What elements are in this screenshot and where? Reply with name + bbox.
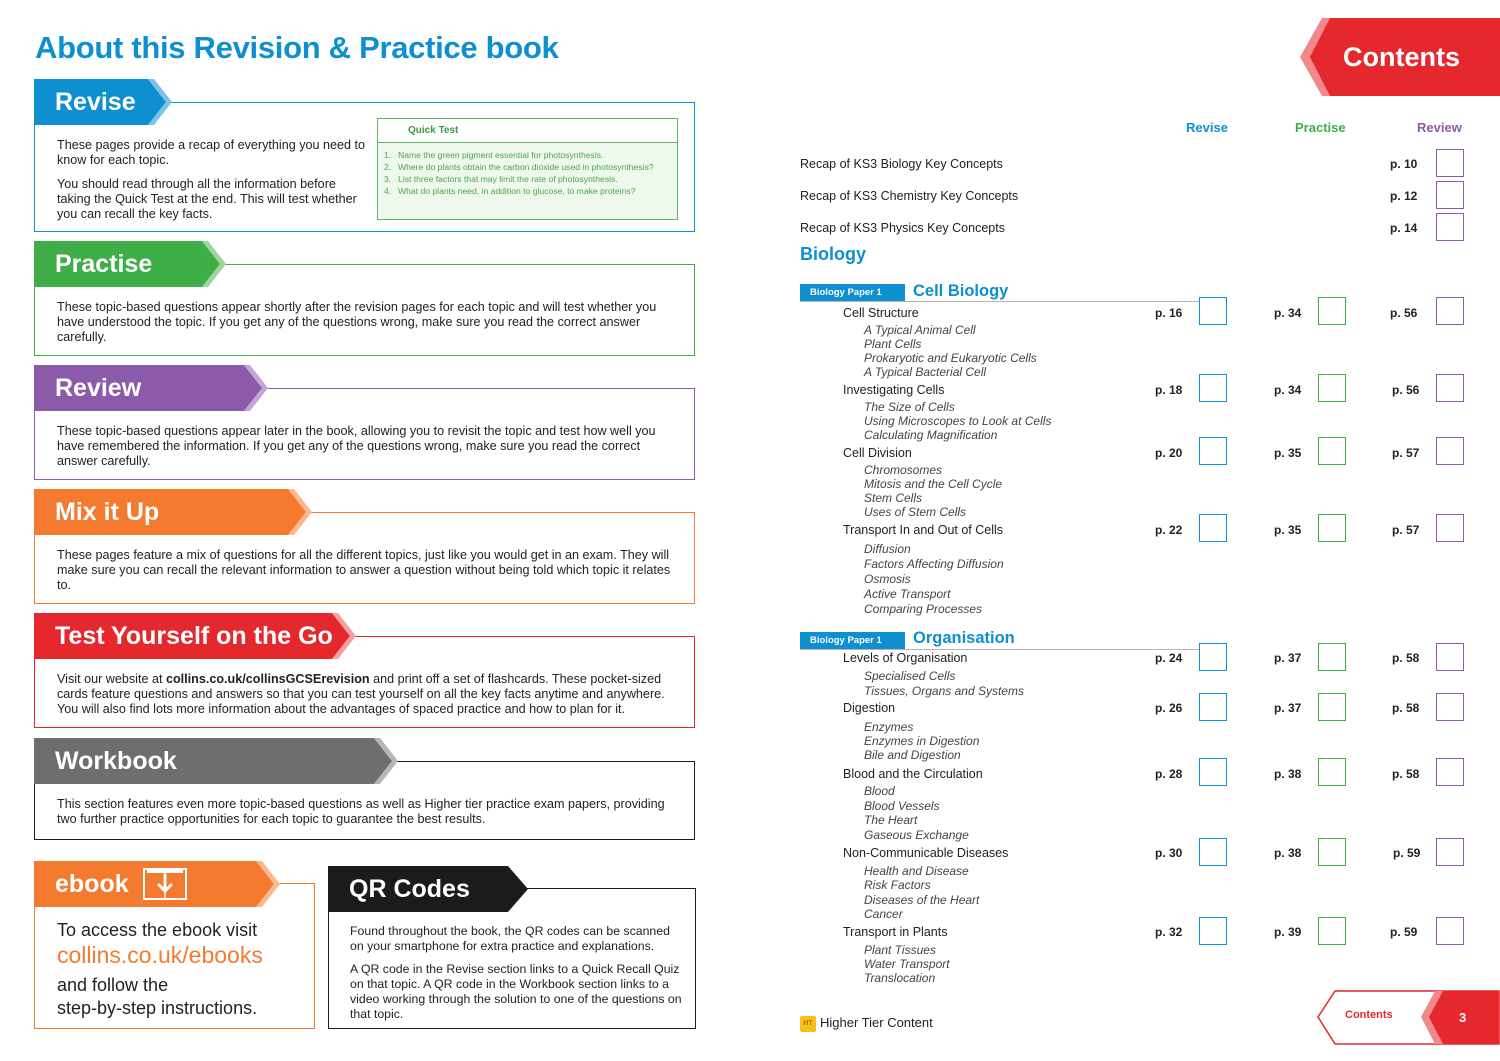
subject-heading: Biology [800,244,866,264]
toc-item: Digestion [843,701,896,715]
recap-physics-page: p. 14 [1390,221,1418,235]
revise-label: Revise [55,88,136,116]
practise-page: p. 37 [1274,651,1302,665]
toc-item: Blood and the Circulation [843,767,983,781]
toc-subitem: Diffusion [864,542,911,556]
revise-page: p. 20 [1155,446,1183,460]
toc-subitem: Water Transport [864,957,950,971]
revise-checkbox[interactable] [1199,514,1227,542]
practise-checkbox[interactable] [1318,437,1346,465]
contents-title: Contents [1343,42,1460,72]
recap-biology: Recap of KS3 Biology Key Concepts [800,157,1003,171]
toc-subitem: Diseases of the Heart [864,893,980,907]
ebook-line2: and follow the [57,975,169,995]
review-page: p. 57 [1392,446,1420,460]
column-practise: Practise [1295,120,1346,135]
revise-checkbox[interactable] [1199,693,1227,721]
toc-subitem: Risk Factors [864,878,931,892]
practise-page: p. 38 [1274,767,1302,781]
practise-checkbox[interactable] [1318,514,1346,542]
toc-subitem: The Heart [864,813,918,827]
review-checkbox[interactable] [1436,693,1464,721]
toc-subitem: The Size of Cells [864,400,955,414]
revise-page: p. 16 [1155,306,1183,320]
practise-checkbox[interactable] [1318,693,1346,721]
review-page: p. 59 [1393,846,1421,860]
review-label: Review [55,374,142,402]
revise-page: p. 22 [1155,523,1183,537]
practise-page: p. 39 [1274,925,1302,939]
recap-biology-page: p. 10 [1390,157,1418,171]
review-page: p. 56 [1390,306,1418,320]
toc-subitem: Plant Tissues [864,943,936,957]
revise-checkbox[interactable] [1199,758,1227,786]
practise-page: p. 35 [1274,523,1302,537]
toc-item: Transport in Plants [843,925,948,939]
practise-page: p. 35 [1274,446,1302,460]
toc-item: Levels of Organisation [843,651,968,665]
toc-subitem: Prokaryotic and Eukaryotic Cells [864,351,1037,365]
review-checkbox[interactable] [1436,374,1464,402]
toc-item: Transport In and Out of Cells [843,523,1004,537]
toc-subitem: Chromosomes [864,463,943,477]
qr-p2: A QR code in the Revise section links to a Quick Recall Quiz on that topic. A QR code in the Workbook section links to a video working through the solution to one of the questions on that topic. [350,962,682,1021]
recap-physics: Recap of KS3 Physics Key Concepts [800,221,1005,235]
revise-checkbox[interactable] [1199,838,1227,866]
review-text: These topic-based questions appear later in the book, allowing you to revisit the topic and test how well you have remembered the information. If you get any of the questions wrong, make sure you read the correct answer carefully. [57,424,656,468]
toc-item: Non-Communicable Diseases [843,846,1009,860]
review-page: p. 57 [1392,523,1420,537]
quick-test-list [378,143,677,197]
review-checkbox[interactable] [1436,917,1464,945]
toc-subitem: Cancer [864,907,903,921]
quick-test-heading: Quick Test [378,119,677,143]
test-label: Test Yourself on the Go [55,622,333,650]
review-checkbox[interactable] [1436,437,1464,465]
practise-page: p. 34 [1274,383,1302,397]
revise-page: p. 30 [1155,846,1183,860]
topic-divider [800,301,1200,302]
practise-checkbox[interactable] [1318,917,1346,945]
qr-text [350,924,685,1031]
collins-revision-link[interactable]: collins.co.uk/collinsGCSErevision [165,672,370,686]
review-page: p. 56 [1392,383,1420,397]
review-page: p. 58 [1392,701,1420,715]
qr-p1: Found throughout the book, the QR codes can be scanned on your smartphone for extra practice and explanations. [350,924,670,953]
column-revise: Revise [1186,120,1228,135]
practise-checkbox[interactable] [1318,838,1346,866]
paper-tag: Biology Paper 1 [800,632,905,649]
toc-subitem: Enzymes [864,720,914,734]
qr-label: QR Codes [349,875,470,903]
review-checkbox[interactable] [1436,297,1464,325]
workbook-text: This section features even more topic-based questions as well as Higher tier practice exam papers, providing two further practice opportunities for each topic to guarantee the best results. [57,797,665,826]
toc-subitem: Osmosis [864,572,911,586]
practise-checkbox[interactable] [1318,374,1346,402]
recap-chemistry: Recap of KS3 Chemistry Key Concepts [800,189,1019,203]
toc-item: Investigating Cells [843,383,945,397]
toc-subitem: Calculating Magnification [864,428,998,442]
revise-p2: You should read through all the information before taking the Quick Test at the end. This will test whether you can recall the key facts. [57,177,357,221]
page-number: 3 [1459,1010,1467,1025]
toc-subitem: Stem Cells [864,491,923,505]
revise-page: p. 32 [1155,925,1183,939]
mix-text: These pages feature a mix of questions for all the different topics, just like you would get in an exam. They will make sure you can recall the relevant information to answer a question without being told which topic it relates to. [57,548,671,592]
topic-cell-biology: Cell Biology [913,282,1009,300]
toc-subitem: Gaseous Exchange [864,828,969,842]
test-text: Visit our website at collins.co.uk/collinsGCSErevision and print off a set of flashcards. These pocket-sized cards feature questions and answers so that you can test yourself on all the key facts anytime and anywhere. You will also find lots more information about the advantages of spaced practice and how to plan for it. [57,672,665,716]
toc-subitem: A Typical Animal Cell [864,323,976,337]
review-page: p. 58 [1392,767,1420,781]
review-checkbox[interactable] [1436,758,1464,786]
revise-checkbox[interactable] [1199,437,1227,465]
toc-subitem: Specialised Cells [864,669,956,683]
toc-subitem: Health and Disease [864,864,969,878]
revise-checkbox[interactable] [1199,374,1227,402]
toc-subitem: Blood Vessels [864,799,940,813]
quick-test-item: 2. Where do plants obtain the carbon dioxide used in photosynthesis? [384,162,654,172]
revise-text [57,138,367,231]
ebook-link[interactable]: collins.co.uk/ebooks [57,942,263,968]
paper-tag: Biology Paper 1 [800,284,905,301]
revise-checkbox[interactable] [1199,297,1227,325]
ebook-label: ebook [55,870,129,898]
toc-subitem: Translocation [864,971,936,985]
review-checkbox[interactable] [1436,838,1464,866]
review-checkbox[interactable] [1436,514,1464,542]
toc-item: Cell Structure [843,306,919,320]
practise-page: p. 34 [1274,306,1302,320]
toc-subitem: Bile and Digestion [864,748,961,762]
quick-test-item: 1. Name the green pigment essential for photosynthesis. [384,150,604,160]
recap-chemistry-checkbox[interactable] [1436,181,1464,209]
recap-physics-checkbox[interactable] [1436,213,1464,241]
practise-checkbox[interactable] [1318,297,1346,325]
practise-label: Practise [55,250,153,278]
revise-page: p. 28 [1155,767,1183,781]
practise-page: p. 38 [1274,846,1302,860]
ebook-line3: step-by-step instructions. [57,998,258,1018]
revise-page: p. 26 [1155,701,1183,715]
review-page: p. 59 [1390,925,1418,939]
review-page: p. 58 [1392,651,1420,665]
workbook-label: Workbook [55,747,177,775]
review-checkbox[interactable] [1436,643,1464,671]
toc-subitem: Mitosis and the Cell Cycle [864,477,1003,491]
toc-subitem: Factors Affecting Diffusion [864,557,1004,571]
revise-checkbox[interactable] [1199,917,1227,945]
download-icon [143,868,187,900]
practise-checkbox[interactable] [1318,758,1346,786]
ebook-line1: To access the ebook visit [57,920,258,940]
toc-subitem: A Typical Bacterial Cell [864,365,987,379]
practise-checkbox[interactable] [1318,643,1346,671]
toc-item: Cell Division [843,446,912,460]
quick-test-item: 3. List three factors that may limit the rate of photosynthesis. [384,174,618,184]
toc-subitem: Uses of Stem Cells [864,505,967,519]
quick-test-box [377,118,678,220]
recap-biology-checkbox[interactable] [1436,149,1464,177]
revise-checkbox[interactable] [1199,643,1227,671]
higher-tier-label: Higher Tier Content [820,1015,933,1030]
revise-page: p. 18 [1155,383,1183,397]
revise-p1: These pages provide a recap of everything you need to know for each topic. [57,138,366,167]
toc-subitem: Active Transport [864,587,951,601]
practise-text: These topic-based questions appear shortly after the revision pages for each topic and will test whether you have understood the topic. If you get any of the questions wrong, make sure you read the correct answer carefully. [57,300,657,344]
toc-subitem: Using Microscopes to Look at Cells [864,414,1052,428]
toc-subitem: Plant Cells [864,337,922,351]
toc-subitem: Tissues, Organs and Systems [864,684,1024,698]
footer-contents-link[interactable]: Contents [1345,1009,1393,1021]
recap-chemistry-page: p. 12 [1390,189,1418,203]
toc-subitem: Enzymes in Digestion [864,734,980,748]
toc-subitem: Blood [864,784,895,798]
revise-page: p. 24 [1155,651,1183,665]
toc-subitem: Comparing Processes [864,602,983,616]
higher-tier-icon: HT [800,1016,816,1032]
topic-divider [800,649,1200,650]
practise-page: p. 37 [1274,701,1302,715]
page-title: About this Revision & Practice book [35,30,559,65]
topic-organisation: Organisation [913,629,1015,647]
mix-label: Mix it Up [55,498,160,526]
column-review: Review [1417,120,1462,135]
quick-test-item: 4. What do plants need, in addition to glucose, to make proteins? [384,186,636,196]
